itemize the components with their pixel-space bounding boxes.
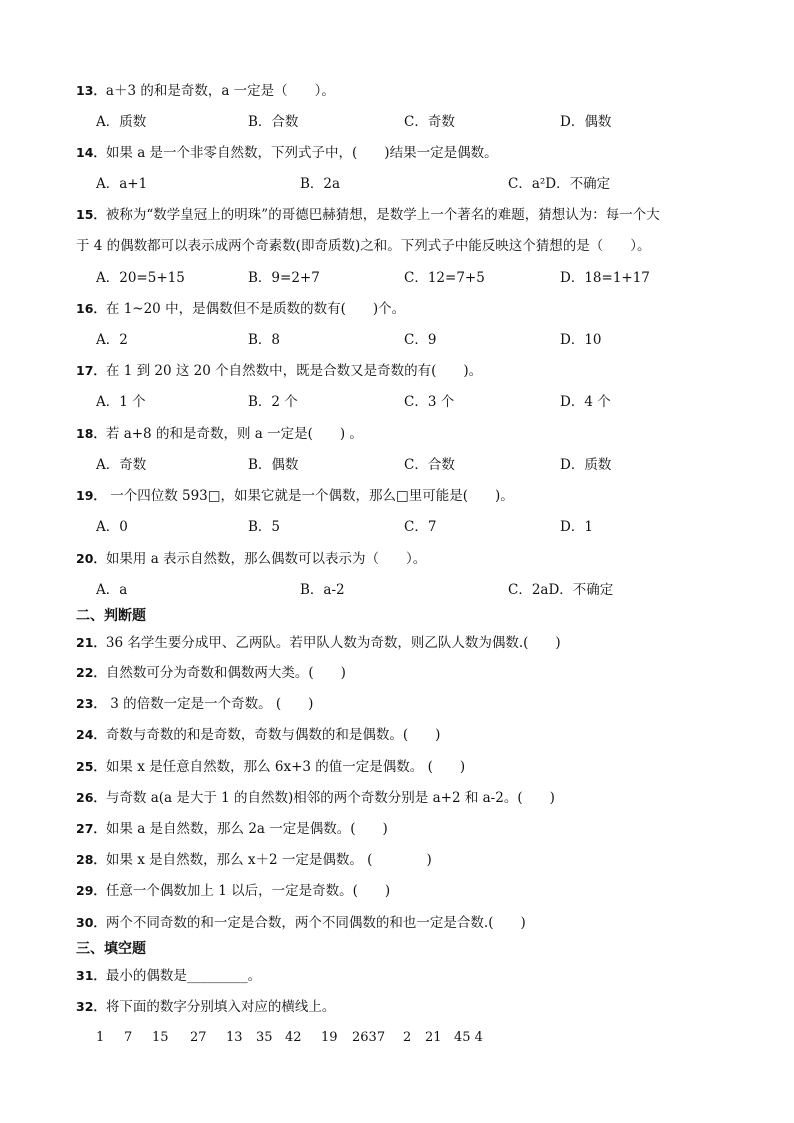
question-25 (76, 757, 754, 777)
option-a[interactable]: A．奇数 (96, 457, 147, 473)
question-number: 26． (76, 790, 106, 805)
question-text: 两个不同奇数的和一定是合数，两个不同偶数的和也一定是合数.( ) (105, 915, 526, 931)
question-24 (76, 725, 754, 745)
option-c[interactable]: C．合数 (404, 457, 455, 473)
option-c[interactable]: C．2aD．不确定 (508, 582, 614, 598)
question-23 (76, 694, 754, 714)
question-number: 17． (76, 363, 106, 378)
option-b[interactable]: B．8 (248, 332, 281, 348)
question-29 (76, 881, 754, 901)
question-22 (76, 663, 754, 683)
number-item: 2637 (352, 1030, 386, 1045)
options-16 (96, 330, 754, 350)
number-item: 2 (403, 1030, 412, 1045)
question-number: 28． (76, 852, 106, 867)
question-number: 20． (76, 551, 106, 566)
option-d[interactable]: D．偶数 (560, 114, 612, 130)
number-item: 15 (152, 1030, 169, 1045)
question-text: 奇数与奇数的和是奇数，奇数与偶数的和是偶数。( ) (105, 727, 441, 743)
question-text: 将下面的数字分别填入对应的横线上。 (105, 999, 336, 1015)
question-text-cont: 于 4 的偶数都可以表示成两个奇素数(即奇质数)之和。下列式子中能反映这个猜想的是（ ）。 (76, 238, 651, 254)
question-number: 19． (76, 488, 106, 503)
options-19 (96, 517, 754, 537)
option-c[interactable]: C．奇数 (404, 114, 455, 130)
question-28 (76, 850, 754, 870)
number-item: 42 (285, 1030, 302, 1045)
question-text: 一个四位数 593□，如果它就是一个偶数，那么□里可能是( )。 (105, 488, 514, 504)
option-b[interactable]: B．5 (248, 519, 281, 535)
question-18 (76, 424, 754, 444)
question-15-cont (76, 236, 754, 256)
question-number: 29． (76, 883, 106, 898)
option-b[interactable]: B．2 个 (248, 394, 298, 410)
number-item: 27 (190, 1030, 207, 1045)
question-text: 如果 a 是自然数，那么 2a 一定是偶数。( ) (105, 821, 388, 837)
question-number: 23． (76, 696, 106, 711)
question-number: 27． (76, 821, 106, 836)
question-number: 14． (76, 145, 106, 160)
question-13 (76, 81, 754, 101)
option-d[interactable]: D．1 (560, 519, 593, 535)
question-text: 如果 a 是一个非零自然数，下列式子中，( )结果一定是偶数。 (105, 145, 498, 161)
option-b[interactable]: B．2a (300, 176, 341, 192)
question-number: 15． (76, 207, 106, 222)
option-c[interactable]: C．3 个 (404, 394, 455, 410)
options-15 (96, 268, 754, 288)
options-13 (96, 112, 754, 132)
question-number: 31． (76, 968, 106, 983)
question-text: 如果 x 是自然数，那么 x＋2 一定是偶数。 ( ) (105, 852, 432, 868)
option-d[interactable]: D．18=1+17 (560, 270, 650, 286)
option-a[interactable]: A．质数 (96, 114, 147, 130)
option-b[interactable]: B．偶数 (248, 457, 299, 473)
option-c[interactable]: C．9 (404, 332, 437, 348)
number-item: 7 (124, 1030, 133, 1045)
question-20 (76, 549, 754, 569)
option-a[interactable]: A．20=5+15 (96, 270, 185, 286)
question-number: 18． (76, 426, 106, 441)
option-a[interactable]: A．0 (96, 519, 128, 535)
option-d[interactable]: D．10 (560, 332, 602, 348)
number-item: 35 (256, 1030, 273, 1045)
option-a[interactable]: A．a (96, 582, 128, 598)
question-text: 被称为“数学皇冠上的明珠”的哥德巴赫猜想，是数学上一个著名的难题，猜想认为：每一个大 (105, 207, 660, 223)
option-c[interactable]: C．a²D．不确定 (508, 176, 611, 192)
question-number: 16． (76, 301, 106, 316)
options-14 (96, 174, 754, 194)
options-18 (96, 455, 754, 475)
question-text: 36 名学生要分成甲、乙两队。若甲队人数为奇数，则乙队人数为偶数.( ) (105, 635, 561, 651)
option-a[interactable]: A．1 个 (96, 394, 146, 410)
question-number: 32． (76, 999, 106, 1014)
option-c[interactable]: C．12=7+5 (404, 270, 485, 286)
question-number: 13． (76, 83, 106, 98)
question-text: 任意一个偶数加上 1 以后，一定是奇数。( ) (105, 883, 391, 899)
number-list (96, 1028, 754, 1048)
question-14 (76, 143, 754, 163)
option-d[interactable]: D．质数 (560, 457, 612, 473)
question-15 (76, 205, 754, 225)
number-item: 19 (321, 1030, 338, 1045)
question-text: 如果用 a 表示自然数，那么偶数可以表示为（ ）。 (105, 551, 427, 567)
question-text: 自然数可分为奇数和偶数两大类。( ) (105, 665, 346, 681)
section-heading-fill: 三、填空题 (76, 941, 146, 957)
question-number: 22． (76, 665, 106, 680)
option-c[interactable]: C．7 (404, 519, 437, 535)
option-a[interactable]: A．a+1 (96, 176, 148, 192)
question-16 (76, 299, 754, 319)
section-heading-judge: 二、判断题 (76, 608, 146, 624)
question-text: 在 1 到 20 这 20 个自然数中，既是合数又是奇数的有( )。 (105, 363, 483, 379)
option-b[interactable]: B．a-2 (300, 582, 345, 598)
question-text: 与奇数 a(a 是大于 1 的自然数)相邻的两个奇数分别是 a+2 和 a-2。( ) (105, 790, 555, 806)
number-item: 1 (96, 1030, 105, 1045)
number-item: 45 4 (454, 1030, 483, 1045)
options-17 (96, 392, 754, 412)
question-30 (76, 913, 754, 933)
options-20 (96, 580, 754, 600)
option-d[interactable]: D．4 个 (560, 394, 611, 410)
question-number: 30． (76, 915, 106, 930)
question-text: 3 的倍数一定是一个奇数。 ( ) (105, 696, 314, 712)
question-text: 若 a+8 的和是奇数，则 a 一定是( ) 。 (105, 426, 363, 442)
question-text: a＋3 的和是奇数，a 一定是（ ）。 (105, 83, 335, 99)
question-text: 最小的偶数是_________。 (105, 968, 262, 984)
question-31 (76, 966, 754, 986)
question-32 (76, 997, 754, 1017)
question-number: 21． (76, 635, 106, 650)
question-19 (76, 486, 754, 506)
option-b[interactable]: B．9=2+7 (248, 270, 320, 286)
question-21 (76, 633, 754, 653)
question-text: 如果 x 是任意自然数，那么 6x+3 的值一定是偶数。 ( ) (105, 759, 466, 775)
question-text: 在 1~20 中，是偶数但不是质数的数有( )个。 (105, 301, 406, 317)
number-item: 21 (425, 1030, 442, 1045)
question-17 (76, 361, 754, 381)
number-item: 13 (226, 1030, 243, 1045)
question-number: 25． (76, 759, 106, 774)
question-26 (76, 788, 754, 808)
question-27 (76, 819, 754, 839)
option-b[interactable]: B．合数 (248, 114, 299, 130)
question-number: 24． (76, 727, 106, 742)
option-a[interactable]: A．2 (96, 332, 128, 348)
